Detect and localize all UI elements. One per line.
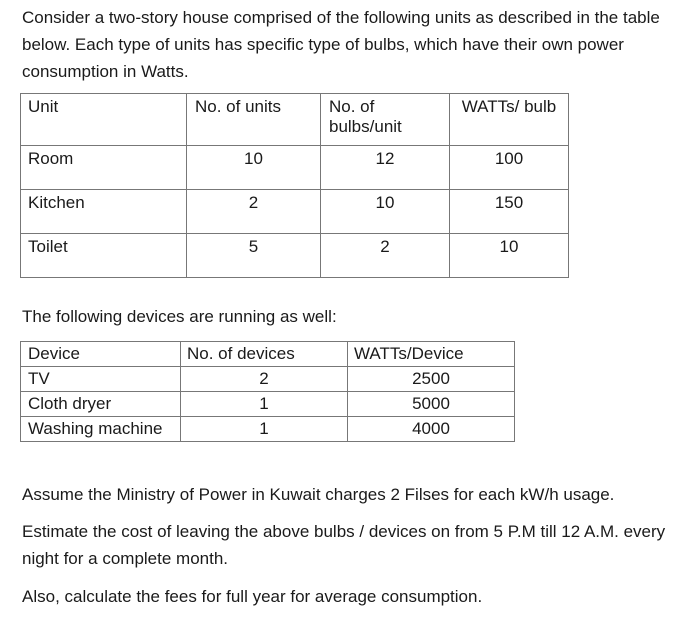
unit-count-cell: 2 xyxy=(187,190,321,234)
units-header-no-of-units: No. of units xyxy=(187,94,321,146)
units-table-header-row xyxy=(21,94,569,146)
device-name-cell: Cloth dryer xyxy=(21,392,181,417)
unit-name-cell: Toilet xyxy=(21,234,187,278)
table-row xyxy=(21,190,569,234)
devices-table xyxy=(20,341,515,442)
device-count-cell: 2 xyxy=(181,367,348,392)
yearly-fees-paragraph: Also, calculate the fees for full year for average consumption. xyxy=(22,587,483,606)
units-header-watts-per-bulb: WATTs/ bulb xyxy=(450,94,569,146)
devices-header-watts-per-device: WATTs/Device xyxy=(348,342,515,367)
bulbs-per-unit-cell: 2 xyxy=(321,234,450,278)
device-name-cell: TV xyxy=(21,367,181,392)
watts-per-device-cell: 4000 xyxy=(348,417,515,442)
device-name-cell: Washing machine xyxy=(21,417,181,442)
watts-per-device-cell: 5000 xyxy=(348,392,515,417)
units-header-bulbs-per-unit: No. of bulbs/unit xyxy=(321,94,450,146)
estimate-paragraph: Estimate the cost of leaving the above bulbs / devices on from 5 P.M till 12 A.M. every night for a complete month. xyxy=(22,522,666,568)
devices-heading: The following devices are running as well: xyxy=(22,307,337,326)
watts-per-bulb-cell: 150 xyxy=(450,190,569,234)
bulbs-per-unit-cell: 10 xyxy=(321,190,450,234)
watts-per-device-cell: 2500 xyxy=(348,367,515,392)
devices-table-header-row xyxy=(21,342,515,367)
table-row xyxy=(21,392,515,417)
units-table xyxy=(20,93,569,278)
table-row xyxy=(21,367,515,392)
table-row xyxy=(21,146,569,190)
watts-per-bulb-cell: 10 xyxy=(450,234,569,278)
unit-name-cell: Kitchen xyxy=(21,190,187,234)
bulbs-per-unit-cell: 12 xyxy=(321,146,450,190)
tariff-paragraph: Assume the Ministry of Power in Kuwait charges 2 Filses for each kW/h usage. xyxy=(22,485,615,504)
devices-header-no-of-devices: No. of devices xyxy=(181,342,348,367)
watts-per-bulb-cell: 100 xyxy=(450,146,569,190)
unit-name-cell: Room xyxy=(21,146,187,190)
table-row xyxy=(21,417,515,442)
devices-header-device: Device xyxy=(21,342,181,367)
unit-count-cell: 10 xyxy=(187,146,321,190)
device-count-cell: 1 xyxy=(181,392,348,417)
table-row xyxy=(21,234,569,278)
intro-paragraph: Consider a two-story house comprised of the following units as described in the table below. Each type of units has specific type of bulbs, which have their own power consumption in Watts. xyxy=(22,8,660,81)
unit-count-cell: 5 xyxy=(187,234,321,278)
device-count-cell: 1 xyxy=(181,417,348,442)
units-header-unit: Unit xyxy=(21,94,187,146)
